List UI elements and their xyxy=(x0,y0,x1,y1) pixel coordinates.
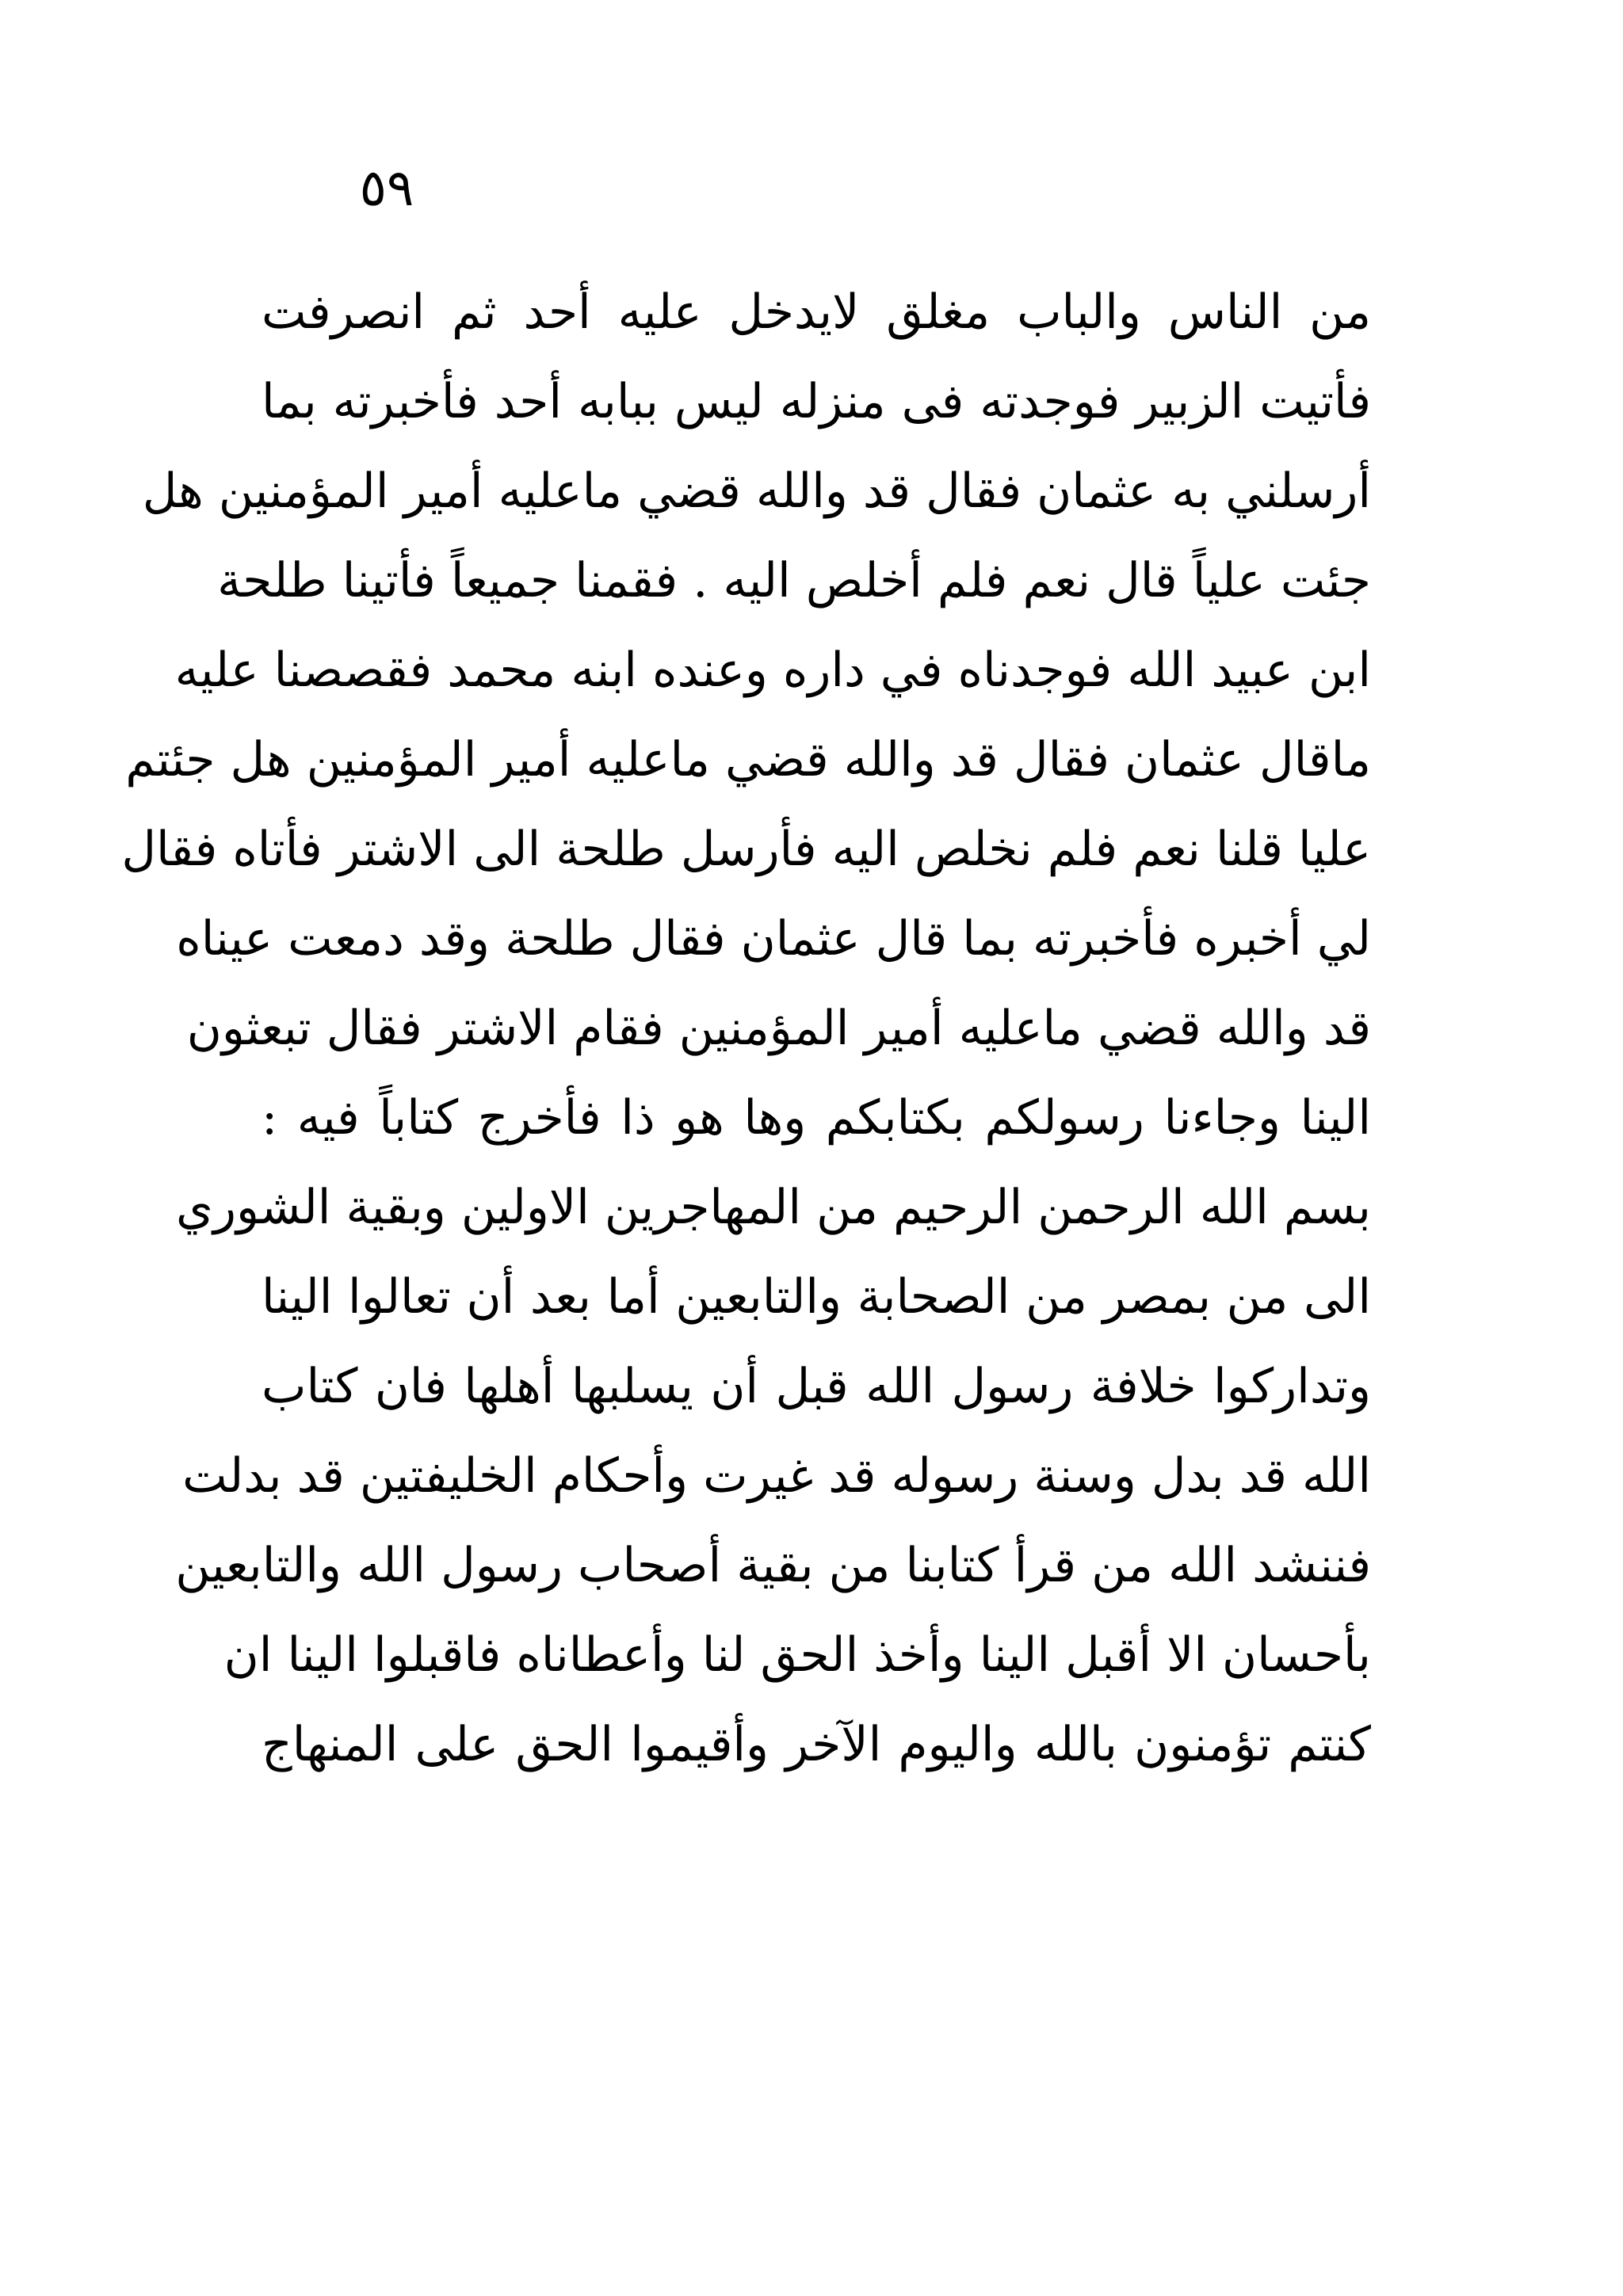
text-line: الينا وجاءنا رسولكم بكتابكم وها هو ذا فأخرج كتاباً فيه : xyxy=(262,1090,1371,1146)
text-line: بأحسان الا أقبل الينا وأخذ الحق لنا وأعطاناه فاقبلوا الينا ان xyxy=(223,1627,1371,1683)
text-line: عليا قلنا نعم فلم نخلص اليه فأرسل طلحة الى الاشتر فأتاه فقال xyxy=(121,822,1371,877)
page-body-text xyxy=(121,268,1371,1790)
text-line: وتداركوا خلافة رسول الله قبل أن يسلبها أهلها فان كتاب xyxy=(262,1359,1371,1414)
text-line: من الناس والباب مغلق لايدخل عليه أحد ثم انصرفت xyxy=(262,284,1371,340)
text-line: جئت علياً قال نعم فلم أخلص اليه . فقمنا جميعاً فأتينا طلحة xyxy=(217,553,1371,608)
text-line: ابن عبيد الله فوجدناه في داره وعنده ابنه محمد فقصصنا عليه xyxy=(174,643,1371,698)
text-line: الله قد بدل وسنة رسوله قد غيرت وأحكام الخليفتين قد بدلت xyxy=(182,1448,1371,1504)
text-line: فننشد الله من قرأ كتابنا من بقية أصحاب رسول الله والتابعين xyxy=(175,1538,1371,1593)
text-line: لي أخبره فأخبرته بما قال عثمان فقال طلحة وقد دمعت عيناه xyxy=(176,911,1371,967)
text-line: قد والله قضي ماعليه أمير المؤمنين فقام الاشتر فقال تبعثون xyxy=(186,1001,1371,1056)
text-line: كنتم تؤمنون بالله واليوم الآخر وأقيموا الحق على المنهاج xyxy=(262,1717,1371,1772)
text-line: بسم الله الرحمن الرحيم من المهاجرين الاولين وبقية الشوري xyxy=(176,1180,1371,1235)
text-line: فأتيت الزبير فوجدته فى منزله ليس ببابه أحد فأخبرته بما xyxy=(262,374,1371,429)
text-line: أرسلني به عثمان فقال قد والله قضي ماعليه أمير المؤمنين هل xyxy=(142,463,1371,519)
text-line: ماقال عثمان فقال قد والله قضي ماعليه أمير المؤمنين هل جئتم xyxy=(125,732,1371,788)
text-line: الى من بمصر من الصحابة والتابعين أما بعد أن تعالوا الينا xyxy=(262,1269,1371,1325)
page-number: ٥٩ xyxy=(359,159,414,218)
